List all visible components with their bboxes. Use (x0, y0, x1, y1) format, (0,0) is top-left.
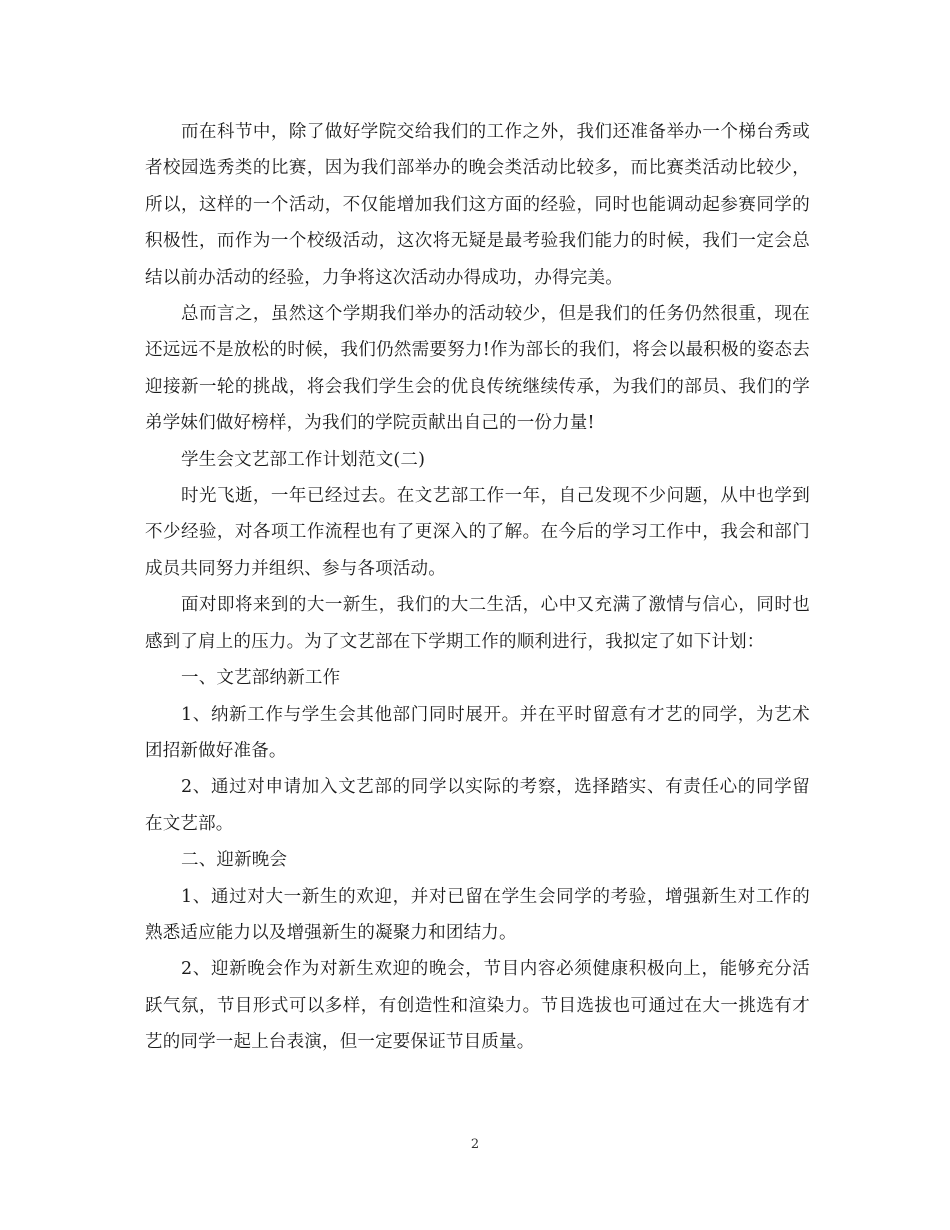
list-item: 2、迎新晚会作为对新生欢迎的晚会，节目内容必须健康积极向上，能够充分活跃气氛，节目形式可以多样，有创造性和渲染力。节目选拔也可通过在大一挑选有才艺的同学一起上台表演，但一定要保证节目质量。 (145, 959, 810, 1053)
paragraph: 面对即将来到的大一新生，我们的大二生活，心中又充满了激情与信心，同时也感到了肩上的压力。为了文艺部在下学期工作的顺利进行，我拟定了如下计划： (145, 595, 810, 652)
paragraph: 时光飞逝，一年已经过去。在文艺部工作一年，自己发现不少问题，从中也学到不少经验，对各项工作流程也有了更深入的了解。在今后的学习工作中，我会和部门成员共同努力并组织、参与各项活动。 (145, 486, 810, 579)
section-title: 学生会文艺部工作计划范文(二) (181, 449, 426, 470)
page-number: 2 (470, 1137, 480, 1152)
section-heading: 二、迎新晚会 (181, 850, 288, 871)
list-item: 1、纳新工作与学生会其他部门同时展开。并在平时留意有才艺的同学，为艺术团招新做好准备。 (145, 704, 810, 761)
document-body (145, 114, 810, 1061)
list-item: 1、通过对大一新生的欢迎，并对已留在学生会同学的考验，增强新生对工作的熟悉适应能力以及增强新生的凝聚力和团结力。 (145, 886, 810, 943)
section-heading: 一、文艺部纳新工作 (181, 668, 341, 689)
list-item: 2、通过对申请加入文艺部的同学以实际的考察，选择踏实、有责任心的同学留在文艺部。 (145, 777, 810, 834)
paragraph: 总而言之，虽然这个学期我们举办的活动较少，但是我们的任务仍然很重，现在还远远不是放松的时候，我们仍然需要努力!作为部长的我们，将会以最积极的姿态去迎接新一轮的挑战，将会我们学生会的优良传统继续传承，为我们的部员、我们的学弟学妹们做好榜样，为我们的学院贡献出自己的一份力量! (145, 304, 810, 434)
paragraph: 而在科节中，除了做好学院交给我们的工作之外，我们还准备举办一个梯台秀或者校园选秀类的比赛，因为我们部举办的晚会类活动比较多，而比赛类活动比较少，所以，这样的一个活动，不仅能增加我们这方面的经验，同时也能调动起参赛同学的积极性，而作为一个校级活动，这次将无疑是最考验我们能力的时候，我们一定会总结以前办活动的经验，力争将这次活动办得成功，办得完美。 (145, 122, 810, 288)
